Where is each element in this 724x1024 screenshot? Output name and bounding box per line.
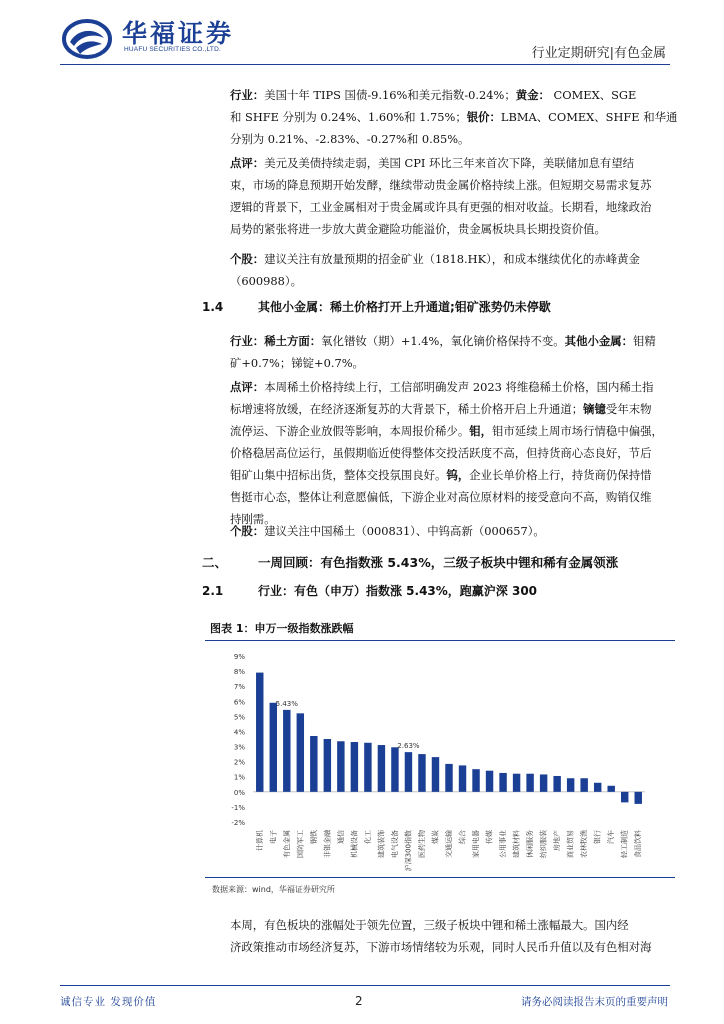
comment2-line: 标增速将放缓，在经济逐渐复苏的大背景下，稀土价格开启上升通道； [230, 402, 584, 416]
bar-沪深300指数 [405, 752, 412, 792]
bar-电气设备 [391, 747, 398, 792]
bar-有色金属 [283, 710, 290, 792]
other-metals-values: 矿+0.7%；锑锭+0.7%。 [230, 356, 364, 370]
bar-综合 [459, 765, 466, 791]
x-tick-label: 建筑装饰 [377, 830, 386, 858]
x-tick-label: 轻工制造 [620, 830, 629, 858]
bar-汽车 [607, 786, 614, 792]
stock-label: 个股： [230, 524, 265, 538]
bar-公用事业 [499, 773, 506, 792]
stock-paragraph-2 [230, 520, 678, 542]
x-tick-label: 纺织服装 [539, 830, 548, 858]
y-tick-label: 9% [233, 653, 245, 661]
x-tick-label: 非银金融 [323, 830, 332, 858]
x-tick-label: 公用事业 [499, 830, 508, 858]
comment2-line: 企业长单价格上行，持货商仍保持惜 [469, 468, 652, 482]
comment2-line: 本周稀土价格持续上行，工信部明确发声 2023 将维稳稀土价格，国内稀土指 [264, 380, 654, 394]
y-tick-label: 8% [233, 668, 245, 677]
summary-line: 本周，有色板块的涨幅处于领先位置，三级子板块中锂和稀土涨幅最大。国内经 [230, 918, 629, 932]
x-tick-label: 建筑材料 [512, 830, 521, 858]
stock2-text: 建议关注中国稀土（000831）、中钨高新（000657）。 [264, 524, 545, 538]
bar-电子 [270, 703, 277, 792]
x-tick-label: 汽车 [607, 830, 616, 844]
bar-商业贸易 [567, 778, 574, 792]
y-tick-label: 0% [233, 788, 245, 797]
bar-煤炭 [432, 757, 439, 792]
chart-title: 图表 1：申万一级指数涨跌幅 [210, 622, 354, 635]
silver-values: 分别为 0.21%、-2.83%、-0.27%和 0.85%。 [230, 132, 470, 146]
chart-bottom-rule [205, 877, 675, 878]
rare-earth-text: 氧化镨钕（期）+1.4%，氧化镝价格保持不变。 [321, 334, 565, 348]
bar-房地产 [553, 776, 560, 792]
comment1-line: 美元及美债持续走弱，美国 CPI 环比三年来首次下降，美联储加息有望结 [264, 156, 635, 170]
bar-机械设备 [351, 742, 358, 792]
x-tick-label: 医药生物 [417, 830, 426, 858]
section-number: 二、 [202, 555, 228, 570]
comment1-line: 局势的紧张将进一步放大黄金避险功能溢价，贵金属板块具长期投资价值。 [230, 222, 606, 236]
industry-label: 行业： [230, 88, 265, 102]
precious-metals-paragraph [230, 84, 678, 150]
section-heading-1-4 [202, 298, 551, 315]
dysprosium-label: 镝镱 [583, 402, 606, 416]
bar-传媒 [486, 771, 493, 792]
rare-earth-label: 稀土方面： [264, 334, 322, 348]
footer-divider [60, 985, 670, 986]
section-number: 2.1 [202, 584, 224, 598]
bar-化工 [364, 743, 371, 792]
header-divider [60, 64, 670, 65]
section-title: 其他小金属：稀土价格打开上升通道;钼矿涨势仍未停歇 [258, 300, 551, 314]
tungsten-label: 钨， [446, 468, 470, 482]
bar-交通运输 [445, 764, 452, 792]
bar-建筑材料 [513, 774, 520, 792]
comment2-line: 钼矿山集中招标出货，整体交投氛围良好。 [230, 468, 447, 482]
y-tick-label: -1% [231, 803, 245, 812]
x-tick-label: 计算机 [255, 830, 264, 851]
comment2-line: 价格稳居高位运行，虽假期临近使得整体交投活跃度不高，但持货商心态良好，节后 [230, 446, 652, 460]
bar-非银金融 [324, 739, 331, 792]
molybdenum-label: 钼， [469, 424, 493, 438]
y-tick-label: 6% [233, 698, 245, 707]
y-tick-label: 4% [233, 728, 245, 737]
x-tick-label: 电子 [269, 830, 278, 844]
x-tick-label: 商业贸易 [566, 830, 575, 858]
stock-label: 个股： [230, 252, 265, 266]
page-number: 2 [355, 994, 363, 1008]
bar-家用电器 [472, 769, 479, 792]
bar-食品饮料 [635, 792, 642, 804]
bar-纺织服装 [540, 774, 547, 791]
bar-建筑装饰 [378, 745, 385, 792]
x-tick-label: 机械设备 [350, 830, 359, 858]
x-tick-label: 煤炭 [431, 830, 440, 844]
footer-disclaimer: 请务必阅读报告末页的重要声明 [521, 996, 668, 1008]
x-tick-label: 沪深300指数 [404, 830, 413, 872]
bar-chart [205, 642, 675, 876]
x-tick-label: 综合 [458, 830, 467, 844]
company-logo-text: 华福证券 [122, 19, 235, 48]
x-tick-label: 交通运输 [445, 830, 453, 858]
gold-text: COMEX、SGE [549, 88, 637, 102]
bar-钢铁 [310, 736, 317, 792]
huafu-logo-icon [62, 18, 112, 60]
chart-top-rule [205, 640, 675, 641]
other-metals-label: 其他小金属： [564, 334, 634, 348]
industry-label: 行业： [230, 334, 265, 348]
y-tick-label: 7% [233, 683, 245, 692]
bar-农林牧渔 [580, 778, 587, 792]
x-tick-label: 有色金属 [282, 830, 291, 858]
bar-休闲服务 [526, 774, 533, 792]
comment2-line: 售挺市心态，整体让利意愿偏低，下游企业对高位原材料的接受意向不高，购销仅维 [230, 490, 652, 504]
bar-计算机 [256, 673, 263, 792]
comment2-line: 流停运、下游企业放假等影响，本周报价稀少。 [230, 424, 470, 438]
section-heading-2 [202, 553, 618, 571]
x-tick-label: 银行 [593, 830, 602, 844]
gold-values: 和 SHFE 分别为 0.24%、1.60%和 1.75%； [230, 110, 467, 124]
comment1-line: 逻辑的背景下，工业金属相对于贵金属或许具有更强的相对收益。长期看，地缘政治 [230, 200, 652, 214]
industry-paragraph-2 [230, 330, 678, 374]
section-title: 一周回顾：有色指数涨 5.43%，三级子板块中锂和稀有金属领涨 [258, 555, 619, 570]
comment2-line: 钼市延续上周市场行情稳中偏强， [492, 424, 663, 438]
section-title: 行业：有色（申万）指数涨 5.43%，跑赢沪深 300 [258, 584, 538, 598]
stock-paragraph-1 [230, 248, 678, 292]
stock1-line: 建议关注有放量预期的招金矿业（1818.HK），和成本继续优化的赤峰黄金 [264, 252, 640, 266]
bar-国防军工 [297, 713, 304, 791]
x-tick-label: 食品饮料 [634, 830, 643, 858]
company-logo-english: HUAFU SECURITIES CO.,LTD. [124, 46, 221, 53]
bar-银行 [594, 783, 601, 792]
data-label: 2.63% [397, 742, 420, 751]
comment-paragraph-1 [230, 152, 678, 240]
silver-text: LBMA、COMEX、SHFE 和华通 [500, 110, 678, 124]
footer-slogan: 诚信专业 发现价值 [60, 996, 157, 1008]
comment-label: 点评： [230, 380, 265, 394]
x-tick-label: 通信 [336, 830, 345, 844]
y-tick-label: 1% [233, 773, 245, 782]
other-metals-text: 钼精 [633, 334, 656, 348]
x-tick-label: 传媒 [485, 830, 494, 844]
comment1-line: 束，市场的降息预期开始发酵，继续带动贵金属价格持续上涨。但短期交易需求复苏 [230, 178, 652, 192]
y-tick-label: 2% [233, 758, 245, 767]
section-number: 1.4 [202, 300, 224, 314]
x-tick-label: 钢铁 [309, 830, 318, 844]
y-tick-label: -2% [231, 819, 245, 827]
data-label: 5.43% [275, 699, 298, 708]
comment-label: 点评： [230, 156, 265, 170]
y-tick-label: 3% [233, 743, 245, 752]
bar-医药生物 [418, 754, 425, 792]
comment2-line: 受年末物 [605, 402, 652, 416]
bar-轻工制造 [621, 792, 628, 803]
x-tick-label: 国防军工 [296, 830, 305, 858]
gold-label: 黄金： [515, 88, 550, 102]
section-heading-2-1 [202, 582, 537, 599]
x-tick-label: 家用电器 [472, 830, 481, 858]
stock1-line: （600988）。 [230, 274, 302, 288]
report-category: 行业定期研究|有色金属 [531, 46, 666, 61]
x-tick-label: 休闲服务 [526, 830, 535, 858]
tips-text: 美国十年 TIPS 国债-9.16%和美元指数-0.24%； [264, 88, 516, 102]
summary-paragraph [230, 914, 678, 958]
x-tick-label: 农林牧渔 [580, 830, 589, 858]
x-tick-label: 电气设备 [390, 830, 399, 858]
comment-paragraph-2 [230, 376, 678, 530]
comment2-line: 持刚需。 [230, 512, 276, 526]
chart-source: 数据来源：wind，华福证券研究所 [212, 885, 335, 894]
y-tick-label: 5% [233, 713, 245, 722]
x-tick-label: 化工 [363, 830, 372, 844]
summary-line: 济政策推动市场经济复苏，下游市场情绪较为乐观，同时人民币升值以及有色相对海 [230, 940, 652, 954]
silver-label: 银价： [466, 110, 501, 124]
x-tick-label: 房地产 [553, 830, 562, 851]
bar-通信 [337, 741, 344, 792]
